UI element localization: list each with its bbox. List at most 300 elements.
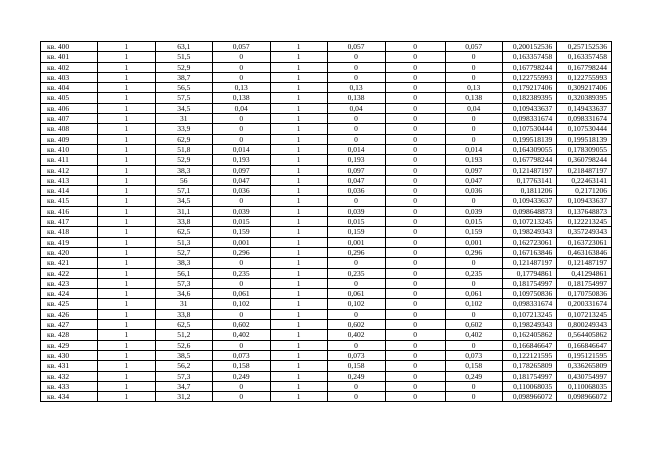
value-cell: 0 [212, 381, 270, 391]
table-row [41, 175, 612, 185]
product-cell: 0,061 [327, 289, 385, 299]
area-cell: 38,3 [155, 165, 212, 175]
share-cell: 0,098966072 [502, 392, 557, 402]
apartment-cell: кв. 406 [41, 103, 98, 113]
product-cell: 0,235 [327, 268, 385, 278]
table-row [41, 289, 612, 299]
share-cell: 0,162723061 [502, 237, 557, 247]
area-cell: 31 [155, 299, 212, 309]
table-row [41, 196, 612, 206]
table-row [41, 227, 612, 237]
count-cell: 1 [97, 340, 155, 350]
value-cell: 0 [212, 124, 270, 134]
factor-cell: 1 [270, 165, 327, 175]
area-cell: 51,2 [155, 330, 212, 340]
count-cell: 1 [97, 52, 155, 62]
total-cell: 0,109433637 [557, 196, 612, 206]
value-cell: 0,235 [212, 268, 270, 278]
apartment-cell: кв. 405 [41, 93, 98, 103]
value-cell: 0 [212, 309, 270, 319]
area-cell: 56 [155, 175, 212, 185]
table-row [41, 247, 612, 257]
count-cell: 1 [97, 114, 155, 124]
count-cell: 1 [97, 186, 155, 196]
share-cell: 0,163357458 [502, 52, 557, 62]
apartment-cell: кв. 418 [41, 227, 98, 237]
area-cell: 62,5 [155, 227, 212, 237]
total-cell: 0,107530444 [557, 124, 612, 134]
total-cell: 0,195121595 [557, 350, 612, 360]
area-cell: 34,7 [155, 381, 212, 391]
factor-cell: 1 [270, 134, 327, 144]
value-cell: 0,061 [212, 289, 270, 299]
count-cell: 1 [97, 381, 155, 391]
factor-cell: 1 [270, 62, 327, 72]
product-cell: 0,138 [327, 93, 385, 103]
product-cell: 0 [327, 124, 385, 134]
area-cell: 57,3 [155, 278, 212, 288]
product-cell: 0,097 [327, 165, 385, 175]
count-cell: 1 [97, 93, 155, 103]
subtotal-cell: 0 [445, 134, 502, 144]
table-row [41, 144, 612, 154]
subtotal-cell: 0 [445, 196, 502, 206]
factor-cell: 1 [270, 392, 327, 402]
area-cell: 34,6 [155, 289, 212, 299]
factor-cell: 1 [270, 381, 327, 391]
share-cell: 0,162405862 [502, 330, 557, 340]
zero-cell: 0 [385, 381, 445, 391]
value-cell: 0,097 [212, 165, 270, 175]
factor-cell: 1 [270, 175, 327, 185]
area-cell: 38,5 [155, 350, 212, 360]
product-cell: 0,193 [327, 155, 385, 165]
product-cell: 0,014 [327, 144, 385, 154]
factor-cell: 1 [270, 237, 327, 247]
total-cell: 0,098966072 [557, 392, 612, 402]
count-cell: 1 [97, 103, 155, 113]
factor-cell: 1 [270, 144, 327, 154]
value-cell: 0 [212, 340, 270, 350]
table-row [41, 206, 612, 216]
subtotal-cell: 0,014 [445, 144, 502, 154]
apartment-cell: кв. 417 [41, 217, 98, 227]
zero-cell: 0 [385, 52, 445, 62]
table-row [41, 103, 612, 113]
share-cell: 0,17763141 [502, 175, 557, 185]
factor-cell: 1 [270, 350, 327, 360]
total-cell: 0,137648873 [557, 206, 612, 216]
total-cell: 0,149433637 [557, 103, 612, 113]
apartment-cell: кв. 423 [41, 278, 98, 288]
share-cell: 0,107530444 [502, 124, 557, 134]
product-cell: 0,001 [327, 237, 385, 247]
subtotal-cell: 0 [445, 392, 502, 402]
apartment-cell: кв. 415 [41, 196, 98, 206]
value-cell: 0 [212, 52, 270, 62]
apartment-cell: кв. 429 [41, 340, 98, 350]
total-cell: 0,2171206 [557, 186, 612, 196]
product-cell: 0 [327, 62, 385, 72]
area-cell: 57,5 [155, 93, 212, 103]
zero-cell: 0 [385, 144, 445, 154]
value-cell: 0,602 [212, 320, 270, 330]
count-cell: 1 [97, 175, 155, 185]
product-cell: 0,073 [327, 350, 385, 360]
area-cell: 31 [155, 114, 212, 124]
table-row [41, 340, 612, 350]
value-cell: 0 [212, 134, 270, 144]
count-cell: 1 [97, 299, 155, 309]
area-cell: 57,1 [155, 186, 212, 196]
count-cell: 1 [97, 155, 155, 165]
zero-cell: 0 [385, 350, 445, 360]
factor-cell: 1 [270, 72, 327, 82]
area-cell: 33,8 [155, 309, 212, 319]
value-cell: 0,159 [212, 227, 270, 237]
count-cell: 1 [97, 371, 155, 381]
product-cell: 0,296 [327, 247, 385, 257]
factor-cell: 1 [270, 268, 327, 278]
product-cell: 0,036 [327, 186, 385, 196]
zero-cell: 0 [385, 72, 445, 82]
share-cell: 0,121487197 [502, 258, 557, 268]
area-cell: 38,3 [155, 258, 212, 268]
table-row [41, 42, 612, 52]
value-cell: 0,158 [212, 361, 270, 371]
share-cell: 0,1811206 [502, 186, 557, 196]
apartment-cell: кв. 410 [41, 144, 98, 154]
share-cell: 0,199518139 [502, 134, 557, 144]
apartment-cell: кв. 411 [41, 155, 98, 165]
value-cell: 0,073 [212, 350, 270, 360]
subtotal-cell: 0,04 [445, 103, 502, 113]
zero-cell: 0 [385, 227, 445, 237]
count-cell: 1 [97, 217, 155, 227]
total-cell: 0,167798244 [557, 62, 612, 72]
product-cell: 0,13 [327, 83, 385, 93]
table-row [41, 299, 612, 309]
value-cell: 0,039 [212, 206, 270, 216]
value-cell: 0 [212, 196, 270, 206]
product-cell: 0 [327, 258, 385, 268]
share-cell: 0,122121595 [502, 350, 557, 360]
subtotal-cell: 0 [445, 309, 502, 319]
factor-cell: 1 [270, 299, 327, 309]
product-cell: 0 [327, 114, 385, 124]
subtotal-cell: 0,249 [445, 371, 502, 381]
factor-cell: 1 [270, 42, 327, 52]
apartment-cell: кв. 407 [41, 114, 98, 124]
value-cell: 0 [212, 114, 270, 124]
subtotal-cell: 0,158 [445, 361, 502, 371]
product-cell: 0,047 [327, 175, 385, 185]
table-row [41, 217, 612, 227]
subtotal-cell: 0,036 [445, 186, 502, 196]
total-cell: 0,22463141 [557, 175, 612, 185]
total-cell: 0,107213245 [557, 309, 612, 319]
value-cell: 0 [212, 258, 270, 268]
count-cell: 1 [97, 320, 155, 330]
total-cell: 0,200331674 [557, 299, 612, 309]
value-cell: 0 [212, 72, 270, 82]
subtotal-cell: 0 [445, 278, 502, 288]
count-cell: 1 [97, 227, 155, 237]
total-cell: 0,357249343 [557, 227, 612, 237]
area-cell: 34,5 [155, 196, 212, 206]
apartments-table [40, 41, 612, 402]
table-row [41, 186, 612, 196]
factor-cell: 1 [270, 361, 327, 371]
value-cell: 0,138 [212, 93, 270, 103]
total-cell: 0,163357458 [557, 52, 612, 62]
share-cell: 0,179217406 [502, 83, 557, 93]
value-cell: 0,047 [212, 175, 270, 185]
total-cell: 0,41294861 [557, 268, 612, 278]
apartment-cell: кв. 421 [41, 258, 98, 268]
count-cell: 1 [97, 83, 155, 93]
table-body [41, 42, 612, 402]
total-cell: 0,098331674 [557, 114, 612, 124]
apartment-cell: кв. 420 [41, 247, 98, 257]
count-cell: 1 [97, 196, 155, 206]
share-cell: 0,109433637 [502, 103, 557, 113]
total-cell: 0,110068035 [557, 381, 612, 391]
subtotal-cell: 0 [445, 52, 502, 62]
area-cell: 34,5 [155, 103, 212, 113]
apartment-cell: кв. 403 [41, 72, 98, 82]
zero-cell: 0 [385, 371, 445, 381]
subtotal-cell: 0,296 [445, 247, 502, 257]
factor-cell: 1 [270, 371, 327, 381]
area-cell: 56,5 [155, 83, 212, 93]
product-cell: 0 [327, 340, 385, 350]
zero-cell: 0 [385, 165, 445, 175]
count-cell: 1 [97, 247, 155, 257]
product-cell: 0,158 [327, 361, 385, 371]
product-cell: 0,057 [327, 42, 385, 52]
factor-cell: 1 [270, 114, 327, 124]
area-cell: 56,2 [155, 361, 212, 371]
subtotal-cell: 0,047 [445, 175, 502, 185]
apartment-cell: кв. 433 [41, 381, 98, 391]
value-cell: 0,402 [212, 330, 270, 340]
count-cell: 1 [97, 392, 155, 402]
apartment-cell: кв. 412 [41, 165, 98, 175]
factor-cell: 1 [270, 330, 327, 340]
area-cell: 57,3 [155, 371, 212, 381]
area-cell: 51,3 [155, 237, 212, 247]
product-cell: 0 [327, 309, 385, 319]
subtotal-cell: 0 [445, 62, 502, 72]
share-cell: 0,166846647 [502, 340, 557, 350]
zero-cell: 0 [385, 42, 445, 52]
area-cell: 31,2 [155, 392, 212, 402]
share-cell: 0,198249343 [502, 227, 557, 237]
apartment-cell: кв. 424 [41, 289, 98, 299]
apartment-cell: кв. 425 [41, 299, 98, 309]
share-cell: 0,109750836 [502, 289, 557, 299]
area-cell: 51,8 [155, 144, 212, 154]
table-row [41, 93, 612, 103]
count-cell: 1 [97, 124, 155, 134]
share-cell: 0,181754997 [502, 371, 557, 381]
area-cell: 33,9 [155, 124, 212, 134]
factor-cell: 1 [270, 155, 327, 165]
total-cell: 0,163723061 [557, 237, 612, 247]
table-row [41, 258, 612, 268]
total-cell: 0,463163846 [557, 247, 612, 257]
product-cell: 0,402 [327, 330, 385, 340]
total-cell: 0,257152536 [557, 42, 612, 52]
share-cell: 0,098331674 [502, 299, 557, 309]
area-cell: 62,5 [155, 320, 212, 330]
apartment-cell: кв. 434 [41, 392, 98, 402]
value-cell: 0,001 [212, 237, 270, 247]
value-cell: 0,193 [212, 155, 270, 165]
value-cell: 0,057 [212, 42, 270, 52]
table-row [41, 320, 612, 330]
zero-cell: 0 [385, 361, 445, 371]
subtotal-cell: 0,097 [445, 165, 502, 175]
zero-cell: 0 [385, 237, 445, 247]
product-cell: 0 [327, 196, 385, 206]
area-cell: 62,9 [155, 134, 212, 144]
table-row [41, 165, 612, 175]
product-cell: 0,102 [327, 299, 385, 309]
total-cell: 0,430754997 [557, 371, 612, 381]
value-cell: 0,04 [212, 103, 270, 113]
product-cell: 0,602 [327, 320, 385, 330]
apartment-cell: кв. 400 [41, 42, 98, 52]
zero-cell: 0 [385, 62, 445, 72]
total-cell: 0,336265809 [557, 361, 612, 371]
factor-cell: 1 [270, 289, 327, 299]
apartment-cell: кв. 404 [41, 83, 98, 93]
count-cell: 1 [97, 165, 155, 175]
share-cell: 0,17794861 [502, 268, 557, 278]
value-cell: 0,13 [212, 83, 270, 93]
factor-cell: 1 [270, 93, 327, 103]
apartment-cell: кв. 427 [41, 320, 98, 330]
zero-cell: 0 [385, 206, 445, 216]
zero-cell: 0 [385, 340, 445, 350]
count-cell: 1 [97, 268, 155, 278]
apartment-cell: кв. 422 [41, 268, 98, 278]
zero-cell: 0 [385, 114, 445, 124]
share-cell: 0,098648873 [502, 206, 557, 216]
total-cell: 0,181754997 [557, 278, 612, 288]
area-cell: 38,7 [155, 72, 212, 82]
count-cell: 1 [97, 258, 155, 268]
subtotal-cell: 0 [445, 340, 502, 350]
product-cell: 0,249 [327, 371, 385, 381]
subtotal-cell: 0 [445, 124, 502, 134]
total-cell: 0,360798244 [557, 155, 612, 165]
zero-cell: 0 [385, 83, 445, 93]
share-cell: 0,182389395 [502, 93, 557, 103]
factor-cell: 1 [270, 52, 327, 62]
apartment-cell: кв. 408 [41, 124, 98, 134]
zero-cell: 0 [385, 268, 445, 278]
area-cell: 52,6 [155, 340, 212, 350]
subtotal-cell: 0,039 [445, 206, 502, 216]
zero-cell: 0 [385, 330, 445, 340]
apartment-cell: кв. 416 [41, 206, 98, 216]
table-row [41, 330, 612, 340]
total-cell: 0,564405862 [557, 330, 612, 340]
count-cell: 1 [97, 206, 155, 216]
factor-cell: 1 [270, 103, 327, 113]
subtotal-cell: 0,235 [445, 268, 502, 278]
subtotal-cell: 0,073 [445, 350, 502, 360]
subtotal-cell: 0 [445, 72, 502, 82]
subtotal-cell: 0,138 [445, 93, 502, 103]
total-cell: 0,122213245 [557, 217, 612, 227]
table-row [41, 268, 612, 278]
factor-cell: 1 [270, 247, 327, 257]
product-cell: 0,159 [327, 227, 385, 237]
zero-cell: 0 [385, 392, 445, 402]
subtotal-cell: 0,057 [445, 42, 502, 52]
value-cell: 0,296 [212, 247, 270, 257]
share-cell: 0,200152536 [502, 42, 557, 52]
total-cell: 0,178309055 [557, 144, 612, 154]
table-row [41, 124, 612, 134]
subtotal-cell: 0 [445, 381, 502, 391]
table-row [41, 134, 612, 144]
product-cell: 0 [327, 134, 385, 144]
zero-cell: 0 [385, 124, 445, 134]
zero-cell: 0 [385, 93, 445, 103]
area-cell: 52,7 [155, 247, 212, 257]
subtotal-cell: 0,061 [445, 289, 502, 299]
count-cell: 1 [97, 361, 155, 371]
total-cell: 0,166846647 [557, 340, 612, 350]
value-cell: 0,015 [212, 217, 270, 227]
zero-cell: 0 [385, 258, 445, 268]
subtotal-cell: 0 [445, 114, 502, 124]
table-row [41, 392, 612, 402]
value-cell: 0,036 [212, 186, 270, 196]
apartment-cell: кв. 409 [41, 134, 98, 144]
area-cell: 52,9 [155, 155, 212, 165]
factor-cell: 1 [270, 186, 327, 196]
share-cell: 0,167163846 [502, 247, 557, 257]
area-cell: 33,8 [155, 217, 212, 227]
total-cell: 0,170750836 [557, 289, 612, 299]
total-cell: 0,122755993 [557, 72, 612, 82]
product-cell: 0 [327, 72, 385, 82]
product-cell: 0 [327, 278, 385, 288]
zero-cell: 0 [385, 196, 445, 206]
subtotal-cell: 0,102 [445, 299, 502, 309]
share-cell: 0,098331674 [502, 114, 557, 124]
table-row [41, 361, 612, 371]
subtotal-cell: 0,13 [445, 83, 502, 93]
zero-cell: 0 [385, 186, 445, 196]
area-cell: 52,9 [155, 62, 212, 72]
table-row [41, 371, 612, 381]
factor-cell: 1 [270, 227, 327, 237]
zero-cell: 0 [385, 278, 445, 288]
count-cell: 1 [97, 350, 155, 360]
factor-cell: 1 [270, 258, 327, 268]
zero-cell: 0 [385, 247, 445, 257]
total-cell: 0,199518139 [557, 134, 612, 144]
subtotal-cell: 0,159 [445, 227, 502, 237]
area-cell: 63,1 [155, 42, 212, 52]
